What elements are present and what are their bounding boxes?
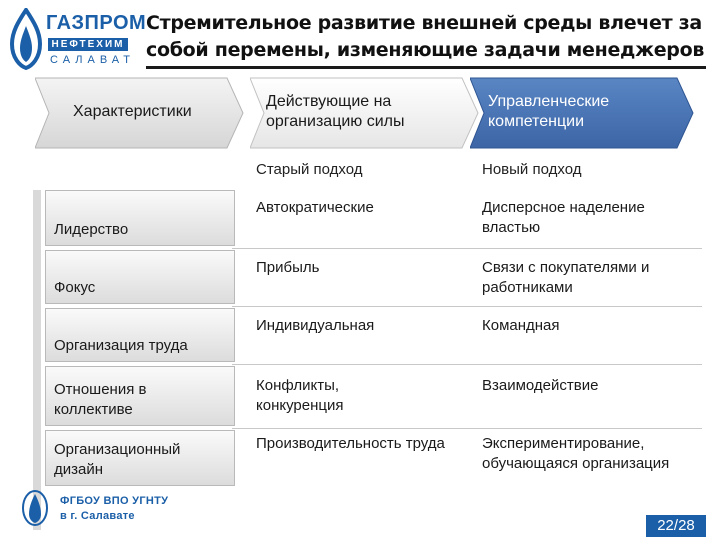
row-divider bbox=[232, 248, 702, 249]
chevron-label: Действующие на организацию силы bbox=[266, 93, 405, 130]
cell-old-work-organization: Индивидуальная bbox=[256, 317, 375, 334]
row-divider bbox=[232, 364, 702, 365]
chevron-characteristics bbox=[35, 76, 245, 150]
logo-word: ГАЗПРОМ bbox=[46, 12, 147, 34]
row-label-team-relations: Отношения в коллективе bbox=[45, 366, 235, 426]
logo-city: САЛАВАТ bbox=[50, 54, 136, 66]
slide-title: Стремительное развитие внешней среды влечет за собой перемены, изменяющие задачи менеджеров bbox=[146, 12, 705, 61]
chevron-label: Характеристики bbox=[73, 103, 192, 120]
row-label-work-organization: Организация труда bbox=[45, 308, 235, 362]
cell-new-org-design: Экспериментирование, обучающаяся организация bbox=[482, 435, 670, 472]
row-label-leadership: Лидерство bbox=[45, 190, 235, 246]
cell-new-work-organization: Командная bbox=[482, 317, 560, 334]
column-header-new: Новый подход bbox=[482, 161, 582, 178]
cell-old-leadership: Автократические bbox=[256, 199, 374, 216]
cell-new-focus: Связи с покупателями и работниками bbox=[482, 259, 650, 296]
cell-old-team-relations: Конфликты, конкуренция bbox=[256, 377, 344, 414]
row-divider bbox=[232, 306, 702, 307]
chevron-competencies bbox=[470, 76, 695, 150]
title-underline bbox=[146, 66, 706, 69]
chevron-label: Управленческие компетенции bbox=[488, 93, 610, 130]
cell-new-leadership: Дисперсное наделение властью bbox=[482, 199, 645, 236]
cell-old-org-design: Производительность труда bbox=[256, 435, 445, 452]
page-number-badge: 22/28 bbox=[646, 515, 706, 537]
cell-new-team-relations: Взаимодействие bbox=[482, 377, 599, 394]
row-divider bbox=[232, 428, 702, 429]
column-header-old: Старый подход bbox=[256, 161, 363, 178]
flame-logo-icon bbox=[8, 8, 44, 70]
row-label-focus: Фокус bbox=[45, 250, 235, 304]
footer-institution: ФГБОУ ВПО УГНТУ в г. Салавате bbox=[60, 495, 169, 522]
sidebar-strip bbox=[33, 190, 41, 530]
logo-subtitle: НЕФТЕХИМ bbox=[48, 38, 128, 51]
university-emblem-icon bbox=[20, 488, 50, 528]
cell-old-focus: Прибыль bbox=[256, 259, 320, 276]
row-label-org-design: Организационный дизайн bbox=[45, 430, 235, 486]
chevron-forces bbox=[250, 76, 480, 150]
company-logo bbox=[8, 8, 147, 73]
